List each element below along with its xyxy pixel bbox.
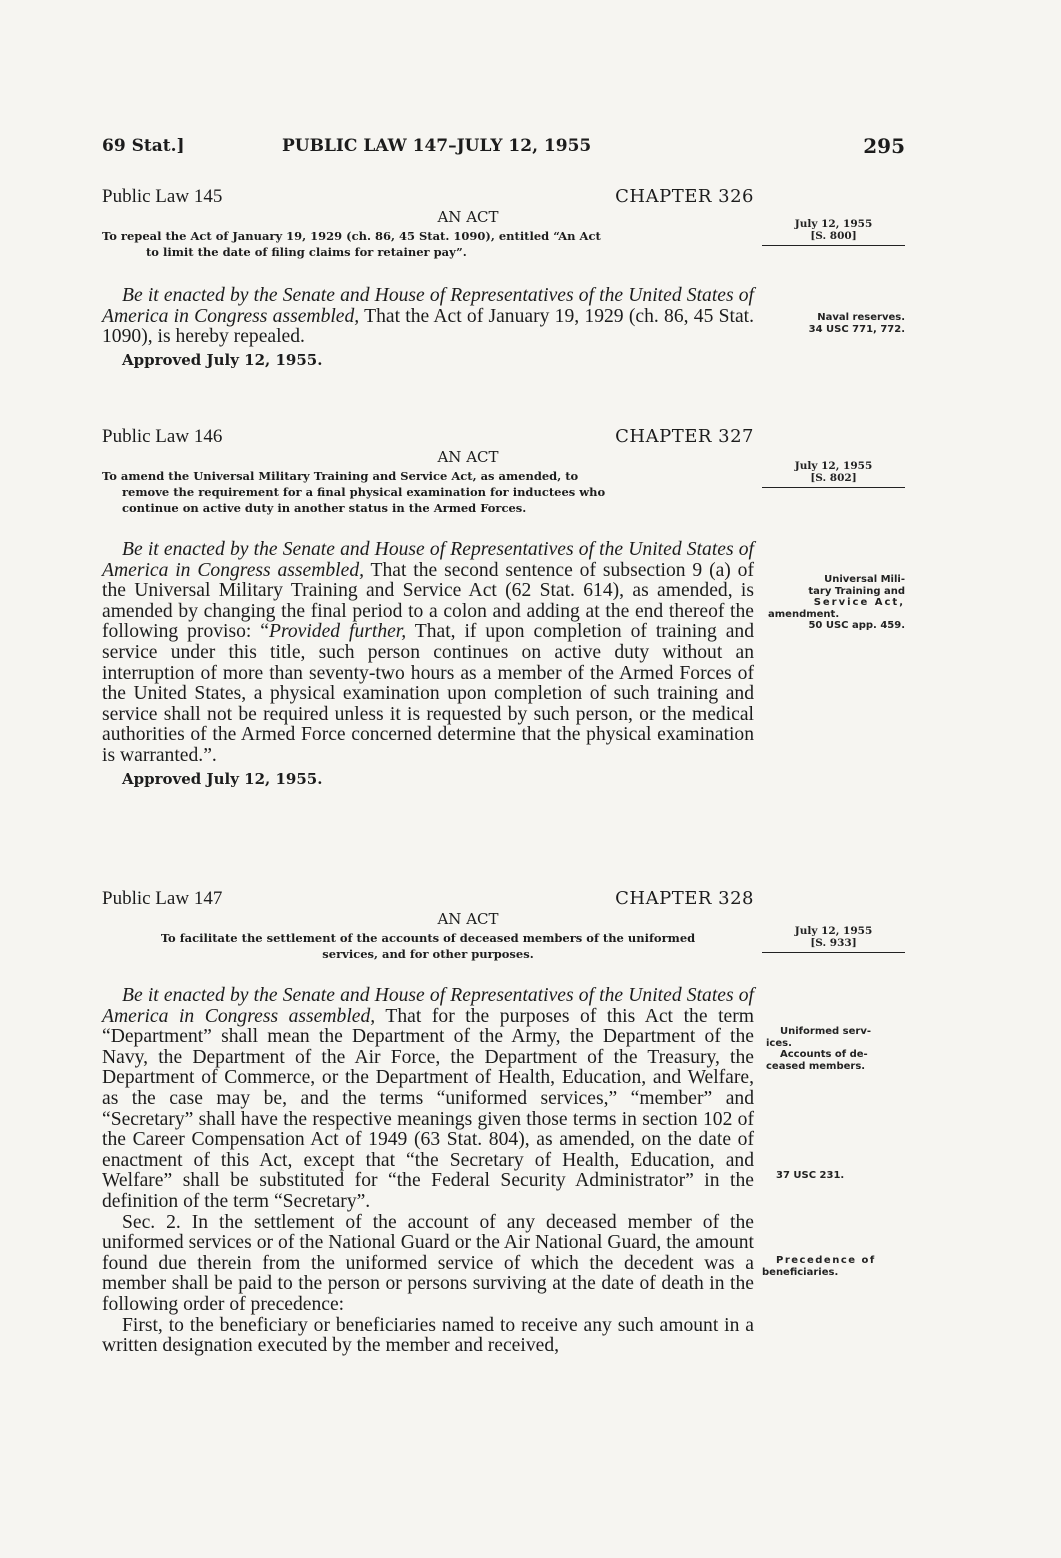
date-note-146: July 12, 1955 [S. 802] [762, 461, 905, 488]
margin-note-37-usc: 37 USC 231. [776, 1170, 845, 1181]
public-law-145 [102, 186, 754, 369]
public-law-147 [102, 888, 754, 1357]
approval-date: Approved July 12, 1955. [122, 350, 323, 369]
act-heading: AN ACT [437, 910, 499, 928]
chapter-number: CHAPTER 327 [615, 426, 754, 447]
act-body: Be it enacted by the Senate and House of Representatives of the United States of America in Congress assembled, That for the purposes of this Act the term “Department” shall mean the Department of the Army, the Department of the Navy, the Department of the Air Force, the Department of the Treasury, the Department of Commerce, or the Department of Health, Education, and Welfare, as the case may be, and the terms “uniformed services,” “member” and “Secretary” shall have the respective meanings given those terms in section 102 of the Career Compensation Act of 1949 (63 Stat. 804), as amended, on the date of enactment of this Act, except that “the Secretary of Health, Education, and Welfare” shall be substituted for “the Federal Security Administrator” in the definition of the term “Secretary”. Sec. 2. In the settlement of the account of any deceased member of the uniformed services or of the National Guard or the Air National Guard, the amount found due therein from the uniformed service of which the decedent was a member shall be paid to the person or persons surviving at the date of death in the following order of precedence: First, to the beneficiary or beneficiaries named to receive any such amount in a written designation executed by the member and received, [102, 985, 754, 1357]
section-2: Sec. 2. In the settlement of the account of any deceased member of the uniformed services or of the National Guard or the Air National Guard, the amount found due therein from the uniformed service of which the decedent was a member shall be paid to the person or persons surviving at the date of death in the following order of precedence: [102, 1211, 754, 1315]
enacting-clause: Be it enacted by the Senate and House of Representatives of the United States of America in Congress assembled, [102, 985, 754, 1027]
public-law-146 [102, 426, 754, 788]
act-purpose: To facilitate the settlement of the accounts of deceased members of the uniformed services, and for other purposes. [160, 931, 696, 961]
approval-date: Approved July 12, 1955. [122, 769, 323, 788]
enacting-clause: Be it enacted by the Senate and House of Representatives of the United States of America in Congress assembled, [102, 539, 754, 581]
act-heading: AN ACT [437, 208, 499, 226]
running-header [102, 136, 905, 160]
margin-note-uniformed-services: Uniformed serv- ices. Accounts of de- ceased members. [766, 1026, 871, 1072]
law-number: Public Law 145 [102, 186, 223, 207]
law-number: Public Law 146 [102, 426, 223, 447]
chapter-number: CHAPTER 328 [615, 888, 754, 909]
act-purpose: To amend the Universal Military Training and Service Act, as amended, to remove the requirement for a final physical examination for inductees who continue on active duty in another status in the Armed Forces. [102, 469, 606, 515]
act-heading: AN ACT [437, 448, 499, 466]
act-body: Be it enacted by the Senate and House of Representatives of the United States of America in Congress assembled, That the Act of January 19, 1929 (ch. 86, 45 Stat. 1090), is hereby repealed. [102, 285, 754, 348]
margin-note-precedence: Precedence of beneficiaries. [762, 1255, 876, 1278]
margin-note-umt-act: Universal Mili- tary Training and Service Act, amendment. 50 USC app. 459. [768, 574, 905, 631]
date-note-147: July 12, 1955 [S. 933] [762, 926, 905, 953]
margin-note-naval-reserves: Naval reserves. 34 USC 771, 772. [808, 312, 905, 335]
act-purpose: To repeal the Act of January 19, 1929 (ch. 86, 45 Stat. 1090), entitled “An Act to limit the date of filing claims for retainer pay”. [102, 229, 601, 259]
law-number: Public Law 147 [102, 888, 223, 909]
section-2-first: First, to the beneficiary or beneficiaries named to receive any such amount in a written designation executed by the member and received, [102, 1314, 754, 1357]
enacting-clause: Be it enacted by the Senate and House of Representatives of the United States of America in Congress assembled, [102, 285, 754, 327]
date-note-145: July 12, 1955 [S. 800] [762, 219, 905, 246]
act-body: Be it enacted by the Senate and House of Representatives of the United States of America in Congress assembled, That the second sentence of subsection 9 (a) of the Universal Military Training and Service Act (62 Stat. 614), as amended, is amended by changing the final period to a colon and adding at the end thereof the following proviso: “Provided further, That, if upon completion of training and service under this title, such person continues on active duty without an interruption of more than seventy-two hours as a member of the Armed Forces of the United States, a physical examination upon completion of such training and service shall not be required unless it is requested by such person, or the medical authorities of the Armed Force concerned determine that the physical examination is warranted.”. [102, 539, 755, 766]
chapter-number: CHAPTER 326 [615, 186, 754, 207]
page-number: 295 [863, 134, 905, 158]
header-title: PUBLIC LAW 147–JULY 12, 1955 [282, 136, 592, 156]
volume-reference: 69 Stat.] [102, 136, 185, 156]
proviso: Provided further, [268, 621, 407, 643]
